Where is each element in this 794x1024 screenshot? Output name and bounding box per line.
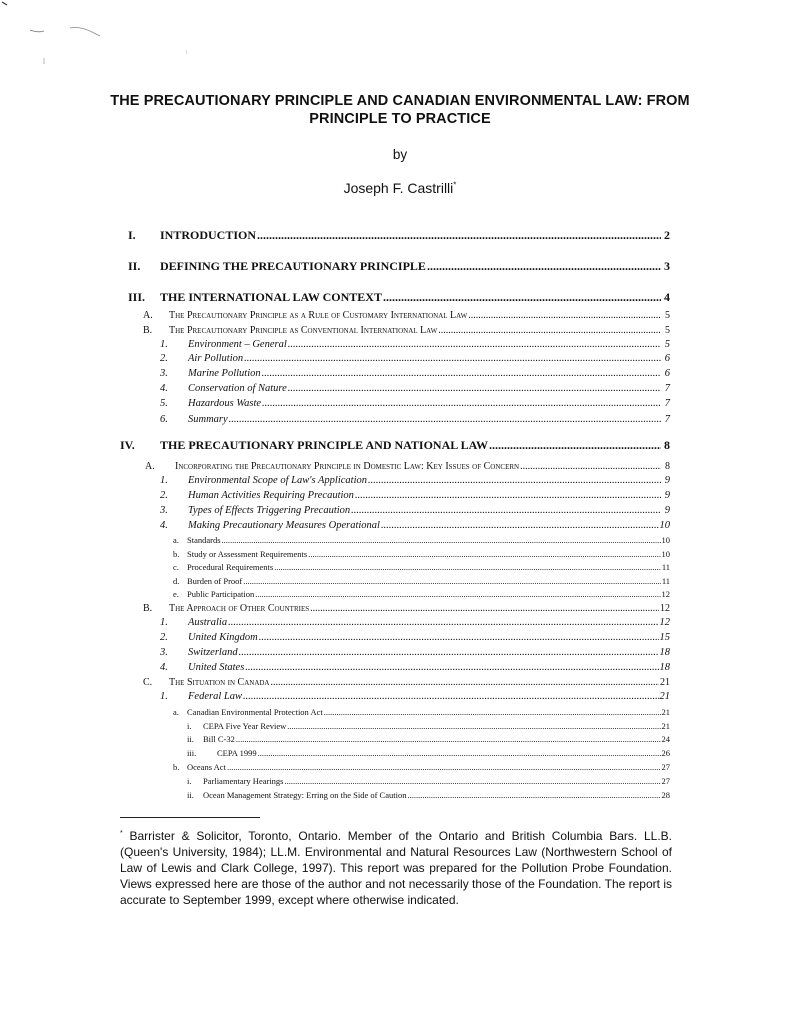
byline-by: by [392,147,408,162]
toc-entry: 1. Federal Law ..... 21 [0,691,670,702]
author-name: Joseph F. Castrilli* [343,180,457,196]
toc-entry: C. The Situation in Canada ..... 21 [0,677,670,688]
toc-entry: ii. Bill C-32 ..... 24 [0,734,670,744]
footnote-mark: * [120,830,123,837]
footnote-separator [120,817,260,818]
toc-entry: 2. United Kingdom ..... 15 [0,632,670,643]
toc-entry: II. DEFINING THE PRECAUTIONARY PRINCIPLE ..... 3 [0,259,670,274]
toc-entry: 3. Switzerland ..... 18 [0,647,670,658]
toc-entry: ii. Ocean Management Strategy: Erring on the Side of Caution ..... 28 [0,790,670,800]
toc-entry: III. THE INTERNATIONAL LAW CONTEXT ..... 4 [0,290,670,305]
toc-entry: A. Incorporating the Precautionary Principle in Domestic Law: Key Issues of Concern ..... 8 [0,461,670,472]
toc-entry: i. Parliamentary Hearings ..... 27 [0,776,670,786]
toc-entry: b. Oceans Act ..... 27 [0,762,670,772]
document-title: THE PRECAUTIONARY PRINCIPLE AND CANADIAN ENVIRONMENTAL LAW: FROM PRINCIPLE TO PRACTICE [110,93,690,127]
toc-entry: 4. United States ..... 18 [0,662,670,673]
toc-entry: 4. Conservation of Nature ..... 7 [0,383,670,394]
author-footnote-mark: * [453,180,457,190]
toc-entry: i. CEPA Five Year Review ..... 21 [0,721,670,731]
footnote-text: Barrister & Solicitor, Toronto, Ontario. Member of the Ontario and British Columbia Bars. LL.B. (Queen's University, 1984); LL.M. Environmental and Natural Resources Law (Northwestern School of Law of Lewis and Clark College, 1997). This report was prepared for the Pollution Probe Foundation. Views expressed here are those of the author and not necessarily those of the Foundation. The report is accurate to September 1999, except where otherwise indicated. [120,829,672,907]
toc-entry: iii. CEPA 1999 ..... 26 [0,748,670,758]
toc-entry: 6. Summary ..... 7 [0,414,670,425]
toc-entry: B. The Precautionary Principle as Conventional International Law ..... 5 [0,325,670,336]
toc-entry: a. Standards ..... 10 [0,535,670,545]
toc-entry: c. Procedural Requirements ..... 11 [0,562,670,572]
toc-entry: 1. Environmental Scope of Law's Application ..... 9 [0,475,670,486]
footnote [120,826,672,908]
toc-entry: 5. Hazardous Waste ..... 7 [0,398,670,409]
toc-entry: 1. Australia ..... 12 [0,617,670,628]
toc-entry: A. The Precautionary Principle as a Rule of Customary International Law ..... 5 [0,310,670,321]
toc-entry: e. Public Participation ..... 12 [0,589,670,599]
toc-entry: 2. Human Activities Requiring Precaution ..... 9 [0,490,670,501]
toc-entry: I. INTRODUCTION ..... 2 [0,228,670,243]
toc-entry: 3. Types of Effects Triggering Precaution ..... 9 [0,505,670,516]
toc-entry: 4. Making Precautionary Measures Operational ..... 10 [0,520,670,531]
toc-entry: d. Burden of Proof ..... 11 [0,576,670,586]
toc-entry: 3. Marine Pollution ..... 6 [0,368,670,379]
toc-entry: a. Canadian Environmental Protection Act ..... 21 [0,707,670,717]
toc-entry: B. The Approach of Other Countries ..... 12 [0,603,670,614]
toc-entry: b. Study or Assessment Requirements ..... 10 [0,549,670,559]
toc-entry: 1. Environment – General ..... 5 [0,339,670,350]
toc-entry: IV. THE PRECAUTIONARY PRINCIPLE AND NATIONAL LAW ..... 8 [0,438,670,453]
toc-entry: 2. Air Pollution ..... 6 [0,353,670,364]
